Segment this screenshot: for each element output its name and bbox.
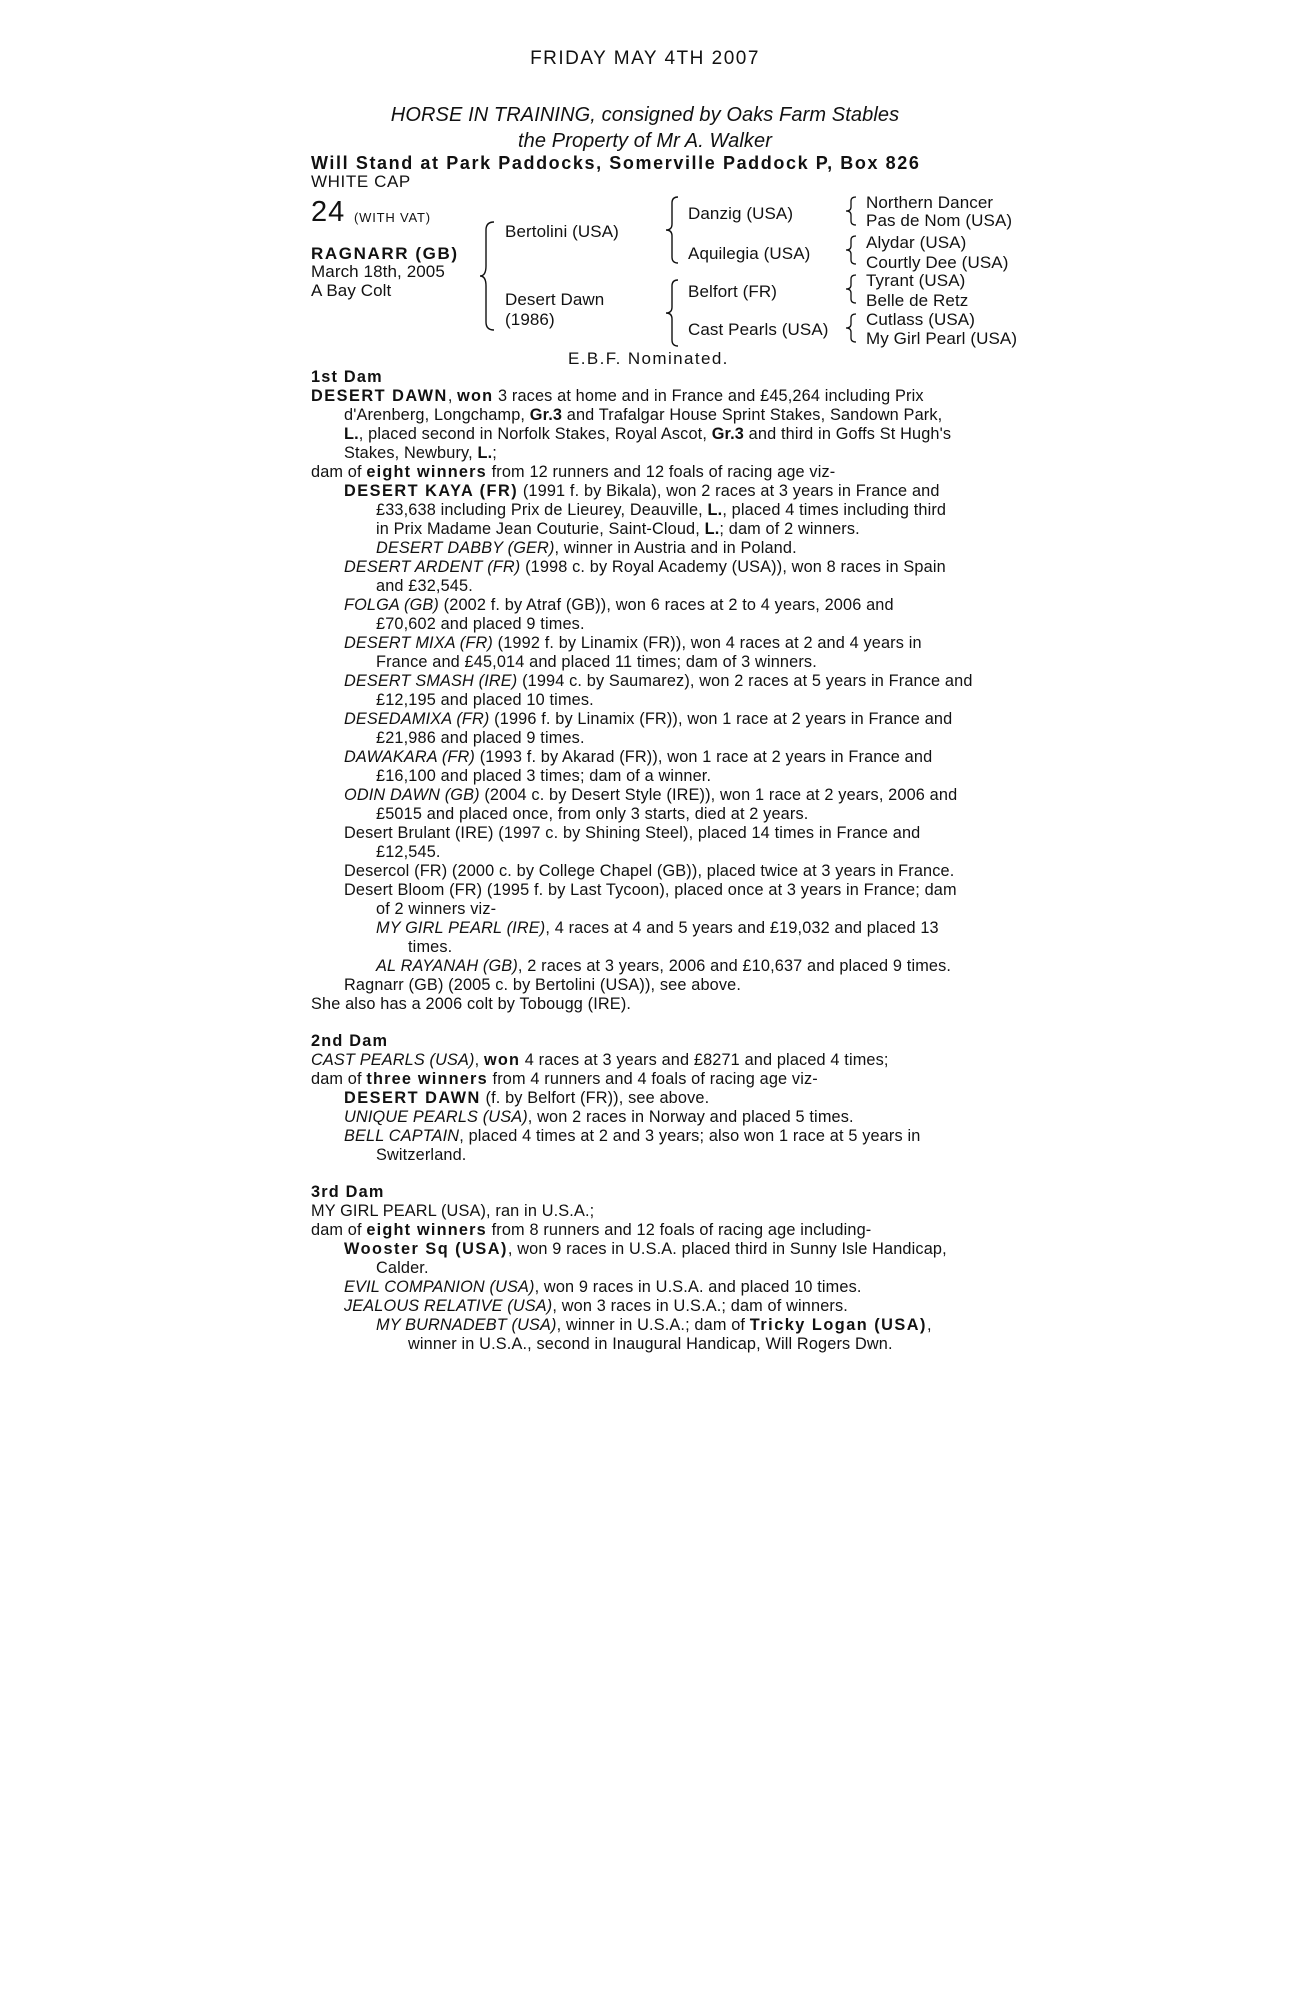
lot-number: 24 — [311, 196, 346, 228]
produce-desert-mixa: DESERT MIXA (FR) (1992 f. by Linamix (FR)), won 4 races at 2 and 4 years in — [344, 634, 922, 652]
produce-desert-smash-cont: £12,195 and placed 10 times. — [376, 691, 594, 709]
sale-date: FRIDAY MAY 4TH 2007 — [530, 48, 760, 69]
pedigree-dam-dam: Cast Pearls (USA) — [688, 320, 829, 339]
pedigree-dds: Cutlass (USA) — [866, 310, 975, 329]
produce-desercol: Desercol (FR) (2000 c. by College Chapel (GB)), placed twice at 3 years in France. — [344, 862, 955, 880]
produce-desert-dabby: DESERT DABBY (GER), winner in Austria and in Poland. — [376, 539, 797, 557]
horse-name: RAGNARR (GB) — [311, 244, 459, 263]
pedigree-ssd: Pas de Nom (USA) — [866, 211, 1013, 230]
produce-desert-ardent: DESERT ARDENT (FR) (1998 c. by Royal Academy (USA)), won 8 races in Spain — [344, 558, 946, 576]
produce-folga: FOLGA (GB) (2002 f. by Atraf (GB)), won 6 races at 2 to 4 years, 2006 and — [344, 596, 894, 614]
consignor-line: HORSE IN TRAINING, consigned by Oaks Farm Stables — [390, 104, 900, 126]
produce-bell-captain: BELL CAPTAIN, placed 4 times at 2 and 3 years; also won 1 race at 5 years in — [344, 1127, 921, 1145]
pedigree-sdd: Courtly Dee (USA) — [866, 253, 1009, 272]
produce-desert-mixa-cont: France and £45,014 and placed 11 times; dam of 3 winners. — [376, 653, 817, 671]
pedigree-dam-sire: Belfort (FR) — [688, 282, 778, 301]
pedigree-sire: Bertolini (USA) — [505, 222, 619, 241]
produce-odin-dawn-cont: £5015 and placed once, from only 3 starts, died at 2 years. — [376, 805, 809, 823]
third-dam-line-1: MY GIRL PEARL (USA), ran in U.S.A.; — [311, 1202, 595, 1220]
produce-desert-dawn: DESERT DAWN (f. by Belfort (FR)), see above. — [344, 1089, 710, 1107]
produce-odin-dawn: ODIN DAWN (GB) (2004 c. by Desert Style (IRE)), won 1 race at 2 years, 2006 and — [344, 786, 958, 804]
produce-dawakara-cont: £16,100 and placed 3 times; dam of a winner. — [376, 767, 712, 785]
pedigree-sds: Alydar (USA) — [866, 233, 967, 252]
produce-record — [311, 368, 991, 1354]
pedigree-dam-year: (1986) — [505, 310, 555, 329]
first-dam-heading: 1st Dam — [311, 368, 383, 386]
horse-dob: March 18th, 2005 — [311, 262, 445, 281]
produce-desedamixa: DESEDAMIXA (FR) (1996 f. by Linamix (FR)), won 1 race at 2 years in France and — [344, 710, 953, 728]
produce-my-burnadebt-cont: winner in U.S.A., second in Inaugural Handicap, Will Rogers Dwn. — [408, 1335, 893, 1353]
pedigree-brace-main — [478, 220, 500, 332]
second-dam-produce-summary: dam of three winners from 4 runners and 4 foals of racing age viz- — [311, 1070, 818, 1088]
pedigree-dam: Desert Dawn — [505, 290, 605, 309]
property-line: the Property of Mr A. Walker — [518, 130, 772, 152]
vat-note: (WITH VAT) — [354, 210, 431, 225]
produce-desert-smash: DESERT SMASH (IRE) (1994 c. by Saumarez), won 2 races at 5 years in France and — [344, 672, 973, 690]
second-dam-line-1: CAST PEARLS (USA), won 4 races at 3 years and £8271 and placed 4 times; — [311, 1051, 889, 1069]
produce-dawakara: DAWAKARA (FR) (1993 f. by Akarad (FR)), won 1 race at 2 years in France and — [344, 748, 933, 766]
pedigree-brace-ds — [844, 273, 858, 305]
pedigree-brace-ss — [844, 195, 858, 227]
produce-desert-ardent-cont: and £32,545. — [376, 577, 473, 595]
first-dam-line-2: d'Arenberg, Longchamp, Gr.3 and Trafalgar House Sprint Stakes, Sandown Park, — [344, 406, 943, 424]
third-dam-heading: 3rd Dam — [311, 1183, 385, 1201]
produce-al-rayanah: AL RAYANAH (GB), 2 races at 3 years, 2006 and £10,637 and placed 9 times. — [376, 957, 952, 975]
pedigree-sss: Northern Dancer — [866, 193, 994, 212]
pedigree-ddd: My Girl Pearl (USA) — [866, 329, 1018, 348]
stand-location: Will Stand at Park Paddocks, Somerville Paddock P, Box 826 — [311, 153, 921, 173]
produce-wooster-sq: Wooster Sq (USA), won 9 races in U.S.A. placed third in Sunny Isle Handicap, — [344, 1240, 947, 1258]
first-dam-produce-summary: dam of eight winners from 12 runners and 12 foals of racing age viz- — [311, 463, 836, 481]
produce-desert-brulant-cont: £12,545. — [376, 843, 441, 861]
produce-desert-bloom-cont: of 2 winners viz- — [376, 900, 497, 918]
pedigree-brace-dam — [664, 278, 682, 348]
produce-desert-kaya: DESERT KAYA (FR) (1991 f. by Bikala), won 2 races at 3 years in France and — [344, 482, 940, 500]
produce-desert-kaya-cont: £33,638 including Prix de Lieurey, Deauville, L., placed 4 times including third — [376, 501, 947, 519]
produce-ragnarr: Ragnarr (GB) (2005 c. by Bertolini (USA)), see above. — [344, 976, 742, 994]
pedigree-dsd: Belle de Retz — [866, 291, 969, 310]
produce-my-girl-pearl-ire: MY GIRL PEARL (IRE), 4 races at 4 and 5 years and £19,032 and placed 13 — [376, 919, 939, 937]
produce-desedamixa-cont: £21,986 and placed 9 times. — [376, 729, 585, 747]
produce-desert-brulant: Desert Brulant (IRE) (1997 c. by Shining Steel), placed 14 times in France and — [344, 824, 921, 842]
pedigree-sire-dam: Aquilegia (USA) — [688, 244, 811, 263]
produce-my-girl-pearl-ire-cont: times. — [408, 938, 453, 956]
first-dam-line-1: DESERT DAWN, won 3 races at home and in France and £45,264 including Prix — [311, 387, 924, 405]
pedigree-brace-sire — [664, 195, 682, 265]
produce-desert-bloom: Desert Bloom (FR) (1995 f. by Last Tycoon), placed once at 3 years in France; dam — [344, 881, 957, 899]
third-dam-produce-summary: dam of eight winners from 8 runners and 12 foals of racing age including- — [311, 1221, 872, 1239]
produce-folga-cont: £70,602 and placed 9 times. — [376, 615, 585, 633]
first-dam-line-4: Stakes, Newbury, L.; — [344, 444, 497, 462]
pedigree-brace-sd — [844, 234, 858, 266]
second-dam-heading: 2nd Dam — [311, 1032, 389, 1050]
produce-wooster-sq-cont: Calder. — [376, 1259, 429, 1277]
pedigree-sire-sire: Danzig (USA) — [688, 204, 794, 223]
produce-unique-pearls: UNIQUE PEARLS (USA), won 2 races in Norway and placed 5 times. — [344, 1108, 854, 1126]
first-dam-also: She also has a 2006 colt by Tobougg (IRE). — [311, 995, 632, 1013]
produce-bell-captain-cont: Switzerland. — [376, 1146, 467, 1164]
pedigree-brace-dd — [844, 312, 858, 344]
pedigree-dss: Tyrant (USA) — [866, 271, 966, 290]
produce-my-burnadebt: MY BURNADEBT (USA), winner in U.S.A.; dam of Tricky Logan (USA), — [376, 1316, 932, 1334]
horse-description: A Bay Colt — [311, 281, 392, 300]
produce-evil-companion: EVIL COMPANION (USA), won 9 races in U.S.A. and placed 10 times. — [344, 1278, 862, 1296]
first-dam-line-3: L., placed second in Norfolk Stakes, Royal Ascot, Gr.3 and third in Goffs St Hugh's — [344, 425, 952, 443]
cap-colour: WHITE CAP — [311, 172, 411, 191]
ebf-note: E.B.F. Nominated. — [568, 349, 729, 368]
produce-desert-kaya-cont-2: in Prix Madame Jean Couturie, Saint-Cloud, L.; dam of 2 winners. — [376, 520, 860, 538]
produce-jealous-relative: JEALOUS RELATIVE (USA), won 3 races in U.S.A.; dam of winners. — [344, 1297, 848, 1315]
